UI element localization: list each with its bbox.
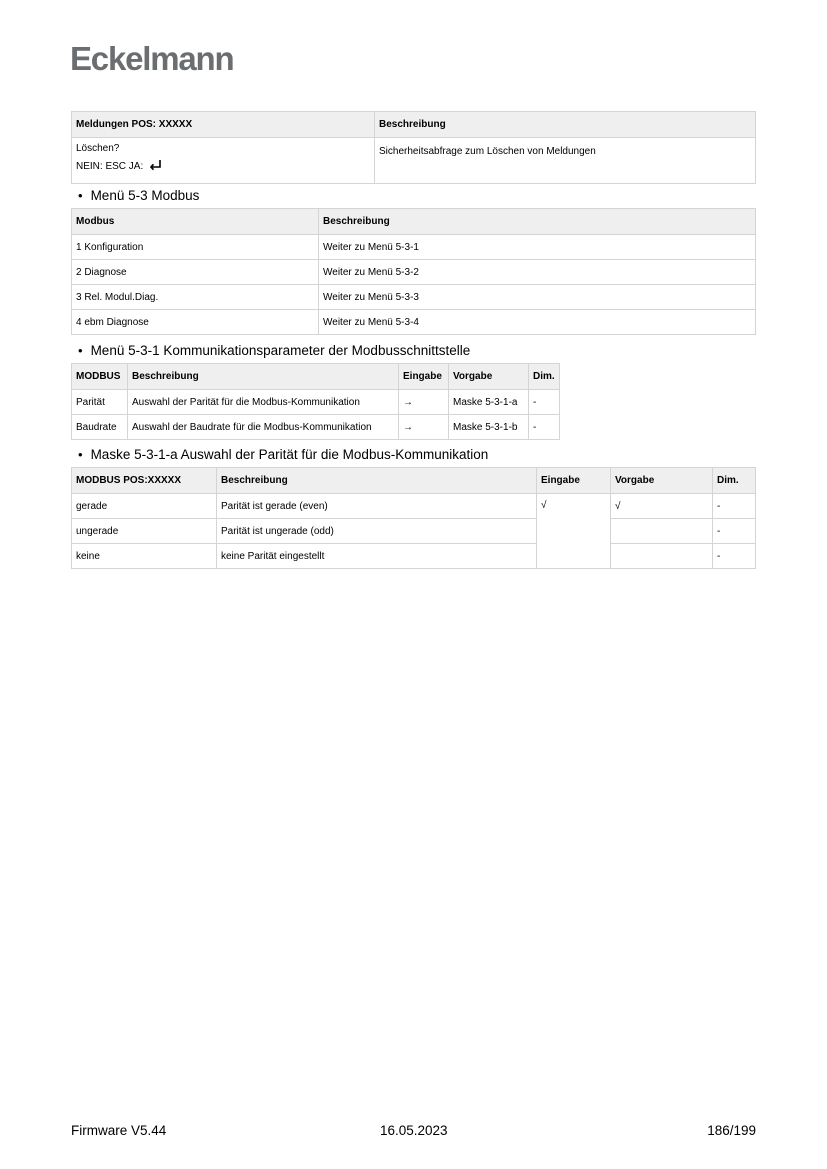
table-cell: Auswahl der Baudrate für die Modbus-Kommunikation xyxy=(128,415,399,440)
table-row xyxy=(72,260,756,285)
table-cell: Sicherheitsabfrage zum Löschen von Meldungen xyxy=(375,138,756,184)
table-header: Vorgabe xyxy=(611,468,713,494)
footer-page-number: 186/199 xyxy=(707,1123,756,1138)
table-cell: - xyxy=(713,544,756,569)
table-cell: Weiter zu Menü 5-3-3 xyxy=(319,285,756,310)
table-cell: keine xyxy=(72,544,217,569)
table-meldungen xyxy=(71,111,756,184)
table-row xyxy=(72,235,756,260)
table-row xyxy=(72,494,756,519)
table-cell: Parität xyxy=(72,390,128,415)
table-cell: ungerade xyxy=(72,519,217,544)
section-heading-paritaet xyxy=(78,447,488,462)
bullet: • xyxy=(78,343,83,358)
table-cell: Weiter zu Menü 5-3-2 xyxy=(319,260,756,285)
table-cell xyxy=(611,544,713,569)
footer-date: 16.05.2023 xyxy=(380,1123,448,1138)
table-row xyxy=(72,138,756,184)
table-row xyxy=(72,519,756,544)
table-cell: Maske 5-3-1-a xyxy=(449,390,529,415)
footer-firmware: Firmware V5.44 xyxy=(71,1123,167,1138)
table-header: Meldungen POS: XXXXX xyxy=(72,112,375,138)
section-heading-modbus xyxy=(78,188,199,203)
table-cell xyxy=(72,138,375,184)
table-cell: 4 ebm Diagnose xyxy=(72,310,319,335)
table-cell: - xyxy=(713,519,756,544)
table-row xyxy=(72,390,560,415)
table-cell: Parität ist ungerade (odd) xyxy=(217,519,537,544)
table-cell: Weiter zu Menü 5-3-1 xyxy=(319,235,756,260)
table-cell: Parität ist gerade (even) xyxy=(217,494,537,519)
confirm-question: Löschen? xyxy=(76,143,120,154)
table-cell: - xyxy=(529,415,560,440)
table-cell: - xyxy=(713,494,756,519)
arrow-right-icon: → xyxy=(399,390,449,415)
table-cell: - xyxy=(529,390,560,415)
section-title: Maske 5-3-1-a Auswahl der Parität für die Modbus-Kommunikation xyxy=(90,447,489,462)
table-row xyxy=(72,285,756,310)
enter-key-icon xyxy=(150,159,162,179)
section-title: Menü 5-3-1 Kommunikationsparameter der Modbusschnittstelle xyxy=(90,343,471,358)
table-cell: Maske 5-3-1-b xyxy=(449,415,529,440)
table-cell: 3 Rel. Modul.Diag. xyxy=(72,285,319,310)
company-logo: Eckelmann xyxy=(70,40,234,77)
table-header: Modbus xyxy=(72,209,319,235)
table-header: Beschreibung xyxy=(375,112,756,138)
confirm-options: NEIN: ESC JA: xyxy=(76,161,144,172)
table-cell: keine Parität eingestellt xyxy=(217,544,537,569)
table-cell: gerade xyxy=(72,494,217,519)
table-header: Beschreibung xyxy=(319,209,756,235)
table-cell: Auswahl der Parität für die Modbus-Kommunikation xyxy=(128,390,399,415)
table-header: Dim. xyxy=(713,468,756,494)
arrow-right-icon: → xyxy=(399,415,449,440)
table-cell: Weiter zu Menü 5-3-4 xyxy=(319,310,756,335)
table-modbus xyxy=(71,208,756,335)
checkmark-icon: √ xyxy=(537,494,611,569)
table-row xyxy=(72,544,756,569)
table-header: Beschreibung xyxy=(217,468,537,494)
table-header: MODBUS POS:XXXXX xyxy=(72,468,217,494)
table-cell: 2 Diagnose xyxy=(72,260,319,285)
table-cell: Baudrate xyxy=(72,415,128,440)
checkmark-icon: √ xyxy=(611,494,713,519)
table-row xyxy=(72,415,560,440)
section-title: Menü 5-3 Modbus xyxy=(90,188,200,203)
table-header: Dim. xyxy=(529,364,560,390)
table-row xyxy=(72,310,756,335)
table-header: Vorgabe xyxy=(449,364,529,390)
table-paritaet xyxy=(71,467,756,569)
bullet: • xyxy=(78,188,83,203)
table-header: Beschreibung xyxy=(128,364,399,390)
table-kommunikation xyxy=(71,363,560,440)
table-cell: 1 Konfiguration xyxy=(72,235,319,260)
bullet: • xyxy=(78,447,83,462)
table-cell xyxy=(611,519,713,544)
table-header: Eingabe xyxy=(537,468,611,494)
table-header: Eingabe xyxy=(399,364,449,390)
section-heading-kommunikation xyxy=(78,343,470,358)
table-header: MODBUS xyxy=(72,364,128,390)
